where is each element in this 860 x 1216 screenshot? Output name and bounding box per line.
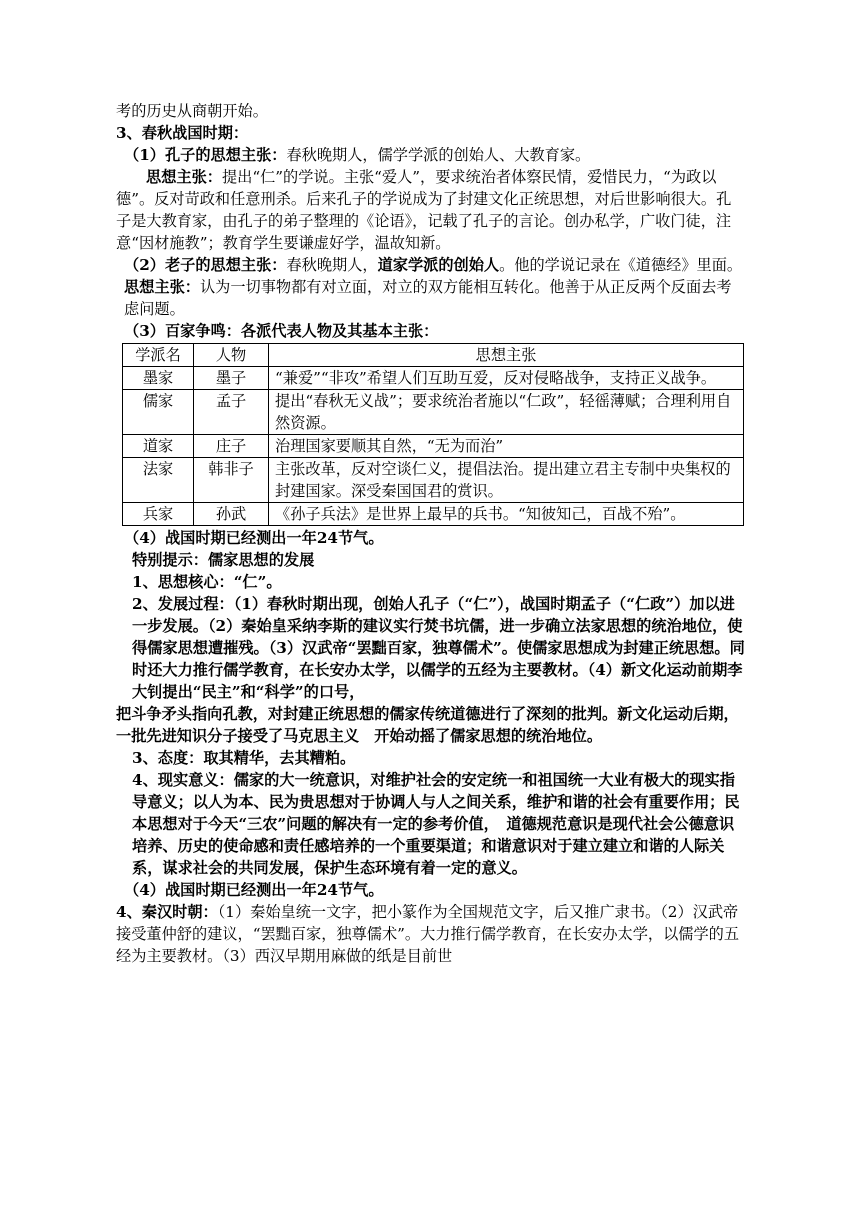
document-page [116, 100, 746, 967]
section-4-paragraph [116, 901, 746, 967]
confucius-idea [116, 166, 746, 254]
school-cell: 墨家 [123, 367, 194, 390]
confucius-idea-text: 提出“仁”的学说。主张“爱人”，要求统治者体察民情，爱惜民力，“为政以德”。反对苛政和任意刑杀。后来孔子的学说成为了封建文化正统思想，对后世影响很大。孔子是大教育家，由孔子的弟子整理的《论语》，记载了孔子的言论。创办私学，广收门徒，注意“因材施教”；教育学生要谦虚好学，温故知新。 [116, 168, 732, 252]
idea-cell: 治理国家要顺其自然，“无为而治” [269, 435, 744, 458]
tip-attitude: 3、态度：取其精华，去其糟粕。 [132, 749, 356, 767]
intro-tail: 考的历史从商朝开始。 [116, 102, 268, 120]
person-cell: 孟子 [194, 390, 269, 435]
table-row [123, 503, 744, 526]
hundred-schools-label: （3）百家争鸣：各派代表人物及其基本主张： [124, 322, 439, 340]
header-person: 人物 [194, 344, 269, 367]
section-4-text-2: （2）汉武帝接受董仲舒的建议，“罢黜百家，独尊儒术”。大力推行儒学教育，在长安办太学，以儒学的五经为主要教材。（3）西汉早期用麻做的纸是目前世 [116, 903, 740, 965]
person-cell: 韩非子 [194, 458, 269, 503]
tip-core: 1、思想核心：“仁”。 [132, 573, 282, 591]
laozi-label: （2）老子的思想主张： [124, 256, 287, 274]
laozi-founder: 道家学派的创始人 [377, 256, 500, 274]
idea-cell: “兼爱”“非攻”希望人们互助互爱，反对侵略战争，支持正义战争。 [269, 367, 744, 390]
confucius-intro-text: 春秋晚期人，儒学学派的创始人、大教育家。 [286, 146, 591, 164]
tip-significance: 4、现实意义：儒家的大一统意识，对维护社会的安定统一和祖国统一大业有极大的现实指导意义；以人为本、民为贵思想对于协调人与人之间关系，维护和谐的社会有重要作用；民本思想对于今天“三农”问题的解决有一定的参考价值， 道德规范意识是现代社会公德意识培养、历史的使命感和责任感培养的一个重要渠道；和谐意识对于建立建立和谐的人际关系，谋求社会的共同发展，保护生态环境有着一定的意义。 [132, 771, 740, 877]
header-school: 学派名 [123, 344, 194, 367]
table-header-row [123, 344, 744, 367]
idea-cell: 《孙子兵法》是世界上最早的兵书。“知彼知己，百战不殆”。 [269, 503, 744, 526]
tip-process-b: 把斗争矛头指向孔教，对封建正统思想的儒家传统道德进行了深刻的批判。新文化运动后期，一批先进知识分子接受了马克思主义 开始动摇了儒家思想的统治地位。 [116, 705, 739, 745]
table-row [123, 435, 744, 458]
tip-process-a: 2、发展过程：（1）春秋时期出现，创始人孔子（“仁”），战国时期孟子（“仁政”）加以进一步发展。（2）秦始皇采纳李斯的建议实行焚书坑儒，进一步确立法家思想的统治地位，使得儒家思想遭摧残。（3）汉武帝“罢黜百家，独尊儒术”。使儒家思想成为封建正统思想。同时还大力推行儒学教育，在长安办太学，以儒学的五经为主要教材。（4）新文化运动前期李大钊提出“民主”和“科学”的口号， [132, 595, 745, 701]
idea-cell: 主张改革，反对空谈仁义，提倡法治。提出建立君主专制中央集权的封建国家。深受秦国国君的赏识。 [269, 458, 744, 503]
idea-cell: 提出“春秋无义战”；要求统治者施以“仁政”，轻徭薄赋；合理利用自然资源。 [269, 390, 744, 435]
laozi-idea-text: 认为一切事物都有对立面，对立的双方能相互转化。他善于从正反两个反面去考虑问题。 [124, 278, 732, 318]
school-cell: 儒家 [123, 390, 194, 435]
table-row [123, 390, 744, 435]
confucius-intro [116, 144, 746, 166]
table-row [123, 367, 744, 390]
school-cell: 兵家 [123, 503, 194, 526]
laozi-idea-label: 思想主张： [124, 278, 200, 296]
section-3-heading: 3、春秋战国时期： [116, 124, 249, 142]
person-cell: 墨子 [194, 367, 269, 390]
confucius-idea-label: 思想主张： [146, 168, 222, 186]
school-cell: 法家 [123, 458, 194, 503]
laozi-after: 。他的学说记录在《道德经》里面。 [499, 256, 743, 274]
laozi-paragraph [116, 254, 746, 320]
tip-title: 特别提示：儒家思想的发展 [132, 551, 315, 569]
school-cell: 道家 [123, 435, 194, 458]
table-row [123, 458, 744, 503]
solar-terms-note: （4）战国时期已经测出一年24节气。 [124, 529, 384, 547]
section-4-text-1: （1）秦始皇统一文字，把小篆作为全国规范文字，后又推广隶书。 [217, 903, 661, 921]
header-idea: 思想主张 [269, 344, 744, 367]
hundred-schools-table [122, 343, 744, 526]
person-cell: 庄子 [194, 435, 269, 458]
solar-terms-repeat: （4）战国时期已经测出一年24节气。 [124, 881, 384, 899]
section-4-heading: 4、秦汉时朝： [116, 903, 218, 921]
person-cell: 孙武 [194, 503, 269, 526]
confucius-label: （1）孔子的思想主张： [124, 146, 287, 164]
laozi-intro: 春秋晚期人， [286, 256, 378, 274]
